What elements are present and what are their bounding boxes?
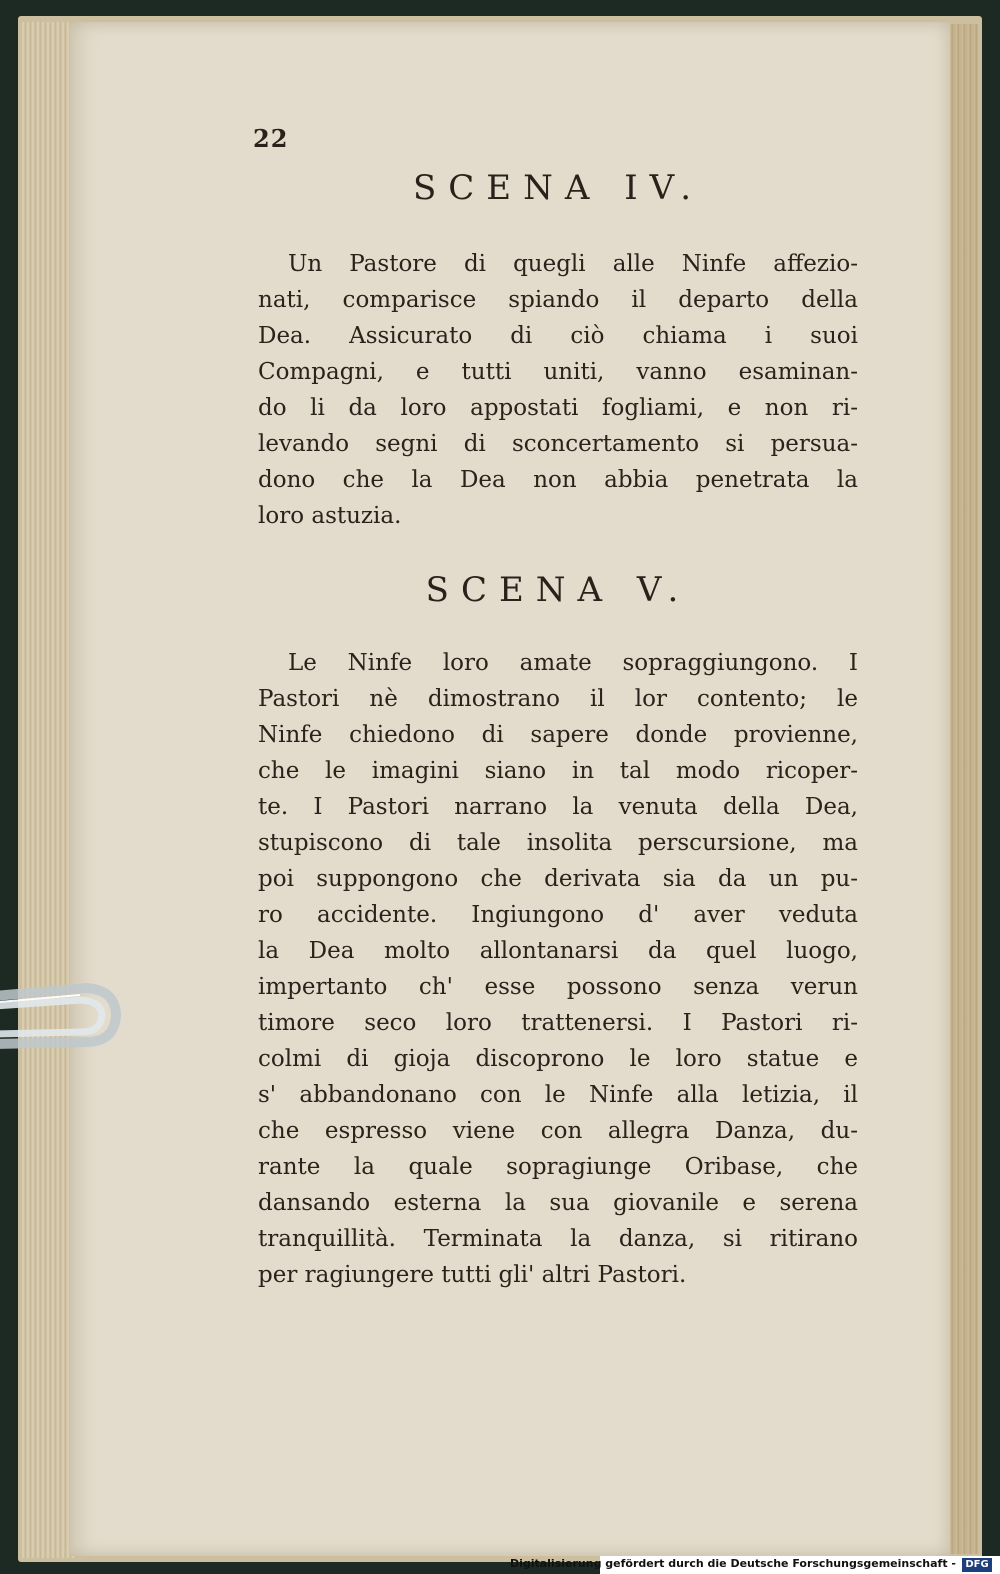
text-line: Compagni, e tutti uniti, vanno esaminan- xyxy=(258,359,858,385)
paper-clip-icon xyxy=(0,982,122,1054)
funding-credit: Digitalisierung gefördert durch die Deutsche Forschungsgemeinschaft - xyxy=(509,1557,956,1570)
text-line: colmi di gioja discoprono le loro statue e xyxy=(258,1046,858,1072)
text-line: nati, comparisce spiando il departo della xyxy=(258,287,858,313)
text-line: che espresso viene con allegra Danza, du- xyxy=(258,1118,858,1144)
page-stack-left xyxy=(22,22,74,1558)
text-line: Un Pastore di quegli alle Ninfe affezio- xyxy=(288,251,858,277)
text-line: poi suppongono che derivata sia da un pu- xyxy=(258,866,858,892)
text-line: rante la quale sopragiunge Oribase, che xyxy=(258,1154,858,1180)
text-line: te. I Pastori narrano la venuta della Dea, xyxy=(258,794,858,820)
text-line: Le Ninfe loro amate sopraggiungono. I xyxy=(288,650,858,676)
text-line: dansando esterna la sua giovanile e serena xyxy=(258,1190,858,1216)
dfg-logo: DFG xyxy=(962,1558,992,1572)
text-line: stupiscono di tale insolita perscursione, ma xyxy=(258,830,858,856)
text-line: dono che la Dea non abbia penetrata la xyxy=(258,467,858,493)
text-line: timore seco loro trattenersi. I Pastori ri- xyxy=(258,1010,858,1036)
text-line: Ninfe chiedono di sapere donde provienne, xyxy=(258,722,858,748)
text-line: s' abbandonano con le Ninfe alla letizia, il xyxy=(258,1082,858,1108)
scene-iv-paragraph xyxy=(258,246,858,534)
text-line: impertanto ch' esse possono senza verun xyxy=(258,974,858,1000)
text-line: tranquillità. Terminata la danza, si ritirano xyxy=(258,1226,858,1252)
text-line: che le imagini siano in tal modo ricoper- xyxy=(258,758,858,784)
text-line: la Dea molto allontanarsi da quel luogo, xyxy=(258,938,858,964)
text-line: loro astuzia. xyxy=(258,503,402,529)
scene-v-heading: SCENA V. xyxy=(425,570,691,610)
text-line: levando segni di sconcertamento si persua- xyxy=(258,431,858,457)
text-line: do li da loro appostati fogliami, e non ri- xyxy=(258,395,858,421)
scene-v-paragraph xyxy=(258,645,858,1293)
page-stack-right xyxy=(948,24,978,1554)
page-number: 22 xyxy=(253,124,289,153)
text-line: Pastori nè dimostrano il lor contento; le xyxy=(258,686,858,712)
text-line: ro accidente. Ingiungono d' aver veduta xyxy=(258,902,858,928)
scene-iv-heading: SCENA IV. xyxy=(412,168,704,208)
text-line: Dea. Assicurato di ciò chiama i suoi xyxy=(258,323,858,349)
text-line: per ragiungere tutti gli' altri Pastori. xyxy=(258,1262,687,1288)
